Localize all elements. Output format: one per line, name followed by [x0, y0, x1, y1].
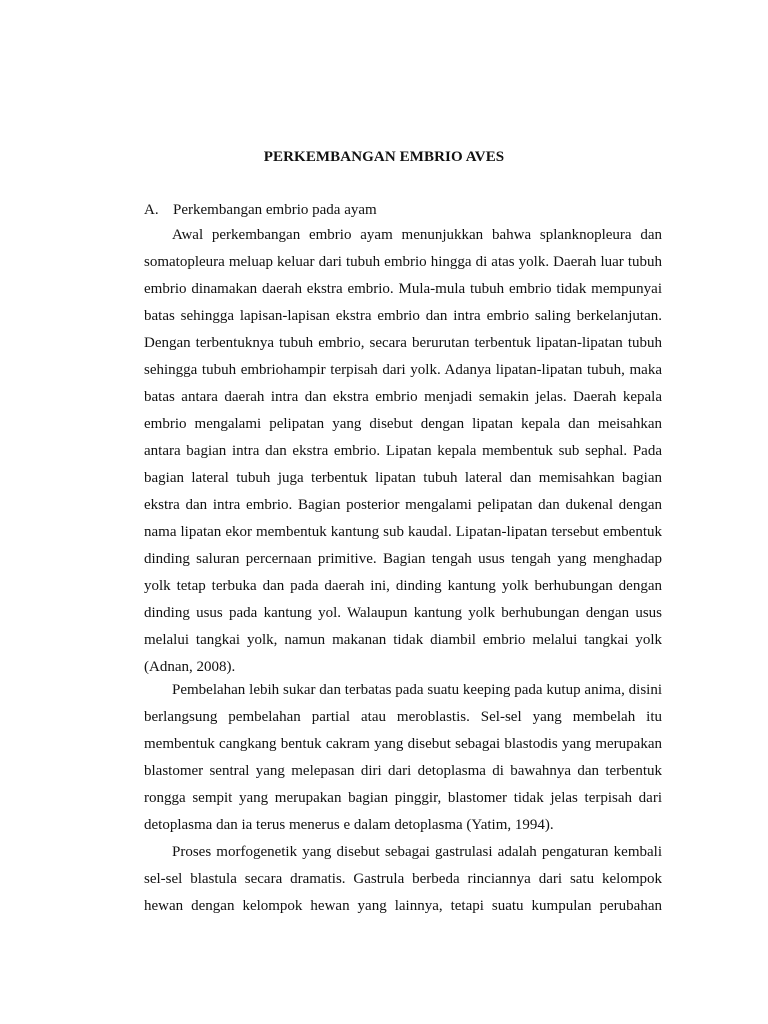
paragraph-line: berlangsung pembelahan partial atau meroblastis. Sel-sel yang membelah itu: [144, 709, 662, 725]
paragraph-line: dinding usus pada kantung yol. Walaupun kantung yolk berhubungan dengan usus: [144, 605, 662, 621]
paragraph-line: somatopleura meluap keluar dari tubuh embrio hingga di atas yolk. Daerah luar tubuh: [144, 254, 662, 270]
paragraph-line: nama lipatan ekor membentuk kantung sub kaudal. Lipatan-lipatan tersebut embentuk: [144, 524, 662, 540]
paragraph-line: blastomer sentral yang melepasan diri dari detoplasma di bawahnya dan terbentuk: [144, 763, 662, 779]
document-title: PERKEMBANGAN EMBRIO AVES: [263, 149, 505, 165]
paragraph-line: embrio mengalami pelipatan yang disebut dengan lipatan kepala dan meisahkan: [144, 416, 662, 432]
paragraph-line: antara bagian intra dan ekstra embrio. Lipatan kepala membentuk sub sephal. Pada: [144, 443, 662, 459]
section-letter: A.: [144, 202, 159, 218]
paragraph-line: hewan dengan kelompok hewan yang lainnya, tetapi suatu kumpulan perubahan: [144, 898, 662, 914]
paragraph-line: sehingga tubuh embriohampir terpisah dari yolk. Adanya lipatan-lipatan tubuh, maka: [144, 362, 662, 378]
paragraph-3: [144, 839, 662, 920]
paragraph-line: yolk tetap terbuka dan pada daerah ini, dinding kantung yolk berhubungan dengan: [144, 578, 662, 594]
paragraph-1: [144, 222, 662, 681]
paragraph-line: batas antara daerah intra dan ekstra embrio menjadi semakin jelas. Daerah kepala: [144, 389, 662, 405]
paragraph-line: detoplasma dan ia terus menerus e dalam detoplasma (Yatim, 1994).: [144, 817, 554, 833]
paragraph-line: Awal perkembangan embrio ayam menunjukkan bahwa splanknopleura dan: [172, 227, 662, 243]
paragraph-line: Pembelahan lebih sukar dan terbatas pada suatu keeping pada kutup anima, disini: [172, 682, 662, 698]
paragraph-line: dinding saluran percernaan primitive. Bagian tengah usus tengah yang menghadap: [144, 551, 662, 567]
paragraph-line: (Adnan, 2008).: [144, 659, 236, 675]
paragraph-line: melalui tangkai yolk, namun makanan tidak diambil embrio melalui tangkai yolk: [144, 632, 662, 648]
paragraph-line: membentuk cangkang bentuk cakram yang disebut sebagai blastodis yang merupakan: [144, 736, 662, 752]
section-heading: [144, 200, 377, 220]
paragraph-line: ekstra dan intra embrio. Bagian posterior mengalami pelipatan dan dukenal dengan: [144, 497, 662, 513]
paragraph-line: Proses morfogenetik yang disebut sebagai gastrulasi adalah pengaturan kembali: [172, 844, 662, 860]
paragraph-line: rongga sempit yang merupakan bagian pinggir, blastomer tidak jelas terpisah dari: [144, 790, 662, 806]
paragraph-line: sel-sel blastula secara dramatis. Gastrula berbeda rinciannya dari satu kelompok: [144, 871, 662, 887]
paragraph-line: Dengan terbentuknya tubuh embrio, secara berurutan terbentuk lipatan-lipatan tubuh: [144, 335, 662, 351]
paragraph-2: [144, 677, 662, 839]
paragraph-line: embrio dinamakan daerah ekstra embrio. Mula-mula tubuh embrio tidak mempunyai: [144, 281, 662, 297]
paragraph-line: bagian lateral tubuh juga terbentuk lipatan tubuh lateral dan memisahkan bagian: [144, 470, 662, 486]
section-heading-text: Perkembangan embrio pada ayam: [173, 202, 377, 218]
paragraph-line: batas sehingga lapisan-lapisan ekstra embrio dan intra embrio saling berkelanjutan.: [144, 308, 662, 324]
